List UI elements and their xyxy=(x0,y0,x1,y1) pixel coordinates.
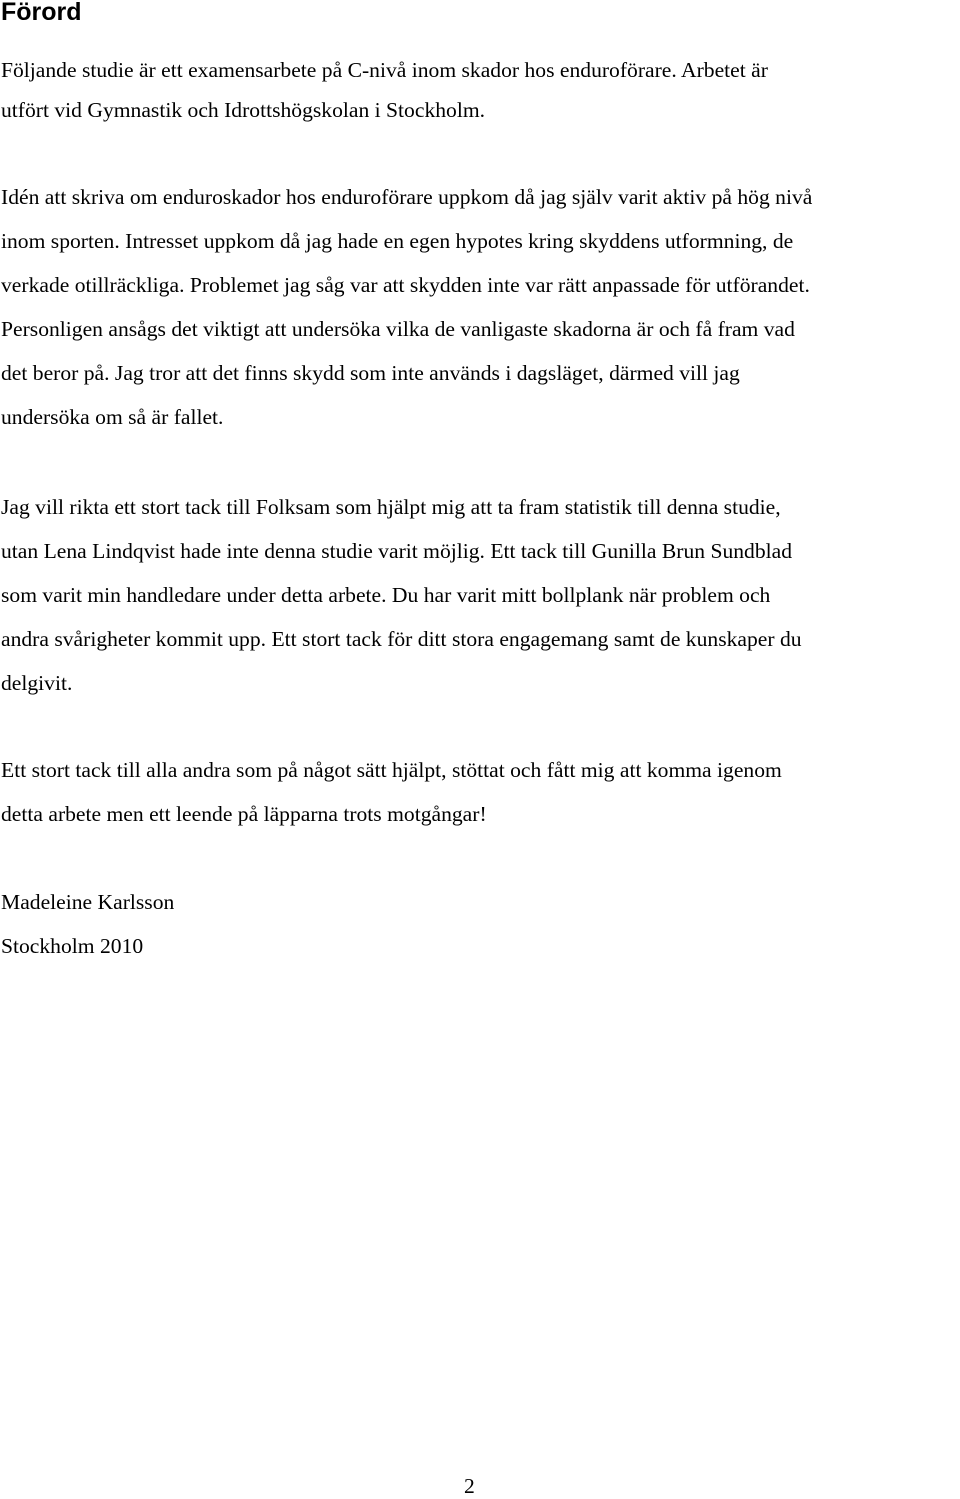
paragraph-line: detta arbete men ett leende på läpparna trots motgångar! xyxy=(1,802,487,826)
paragraph-line: Personligen ansågs det viktigt att undersöka vilka de vanligaste skadorna är och få fram vad xyxy=(1,317,795,341)
paragraph-line: undersöka om så är fallet. xyxy=(1,405,224,429)
paragraph-line: Idén att skriva om enduroskador hos enduroförare uppkom då jag själv varit aktiv på hög nivå xyxy=(1,185,813,209)
paragraph-line: det beror på. Jag tror att det finns skydd som inte används i dagsläget, därmed vill jag xyxy=(1,361,740,385)
paragraph-line: Följande studie är ett examensarbete på C-nivå inom skador hos enduroförare. Arbetet är xyxy=(1,58,768,82)
paragraph-motivation xyxy=(1,175,959,439)
paragraph-line: utfört vid Gymnastik och Idrottshögskolan i Stockholm. xyxy=(1,98,486,122)
page-number: 2 xyxy=(464,1474,475,1498)
paragraph-intro xyxy=(1,50,959,130)
paragraph-thanks-all xyxy=(1,748,959,836)
paragraph-line: Jag vill rikta ett stort tack till Folksam som hjälpt mig att ta fram statistik till denna studie, xyxy=(1,495,781,519)
paragraph-line: delgivit. xyxy=(1,671,73,695)
paragraph-line: Ett stort tack till alla andra som på något sätt hjälpt, stöttat och fått mig att komma igenom xyxy=(1,758,782,782)
paragraph-line: verkade otillräckliga. Problemet jag såg var att skydden inte var rätt anpassade för utförandet. xyxy=(1,273,810,297)
paragraph-line: utan Lena Lindqvist hade inte denna studie varit möjlig. Ett tack till Gunilla Brun Sundblad xyxy=(1,539,793,563)
place-year: Stockholm 2010 xyxy=(1,934,144,958)
paragraph-line: som varit min handledare under detta arbete. Du har varit mitt bollplank när problem och xyxy=(1,583,771,607)
section-heading: Förord xyxy=(1,0,82,26)
author-name: Madeleine Karlsson xyxy=(1,890,175,914)
paragraph-acknowledgements xyxy=(1,485,959,705)
paragraph-line: inom sporten. Intresset uppkom då jag hade en egen hypotes kring skyddens utformning, de xyxy=(1,229,794,253)
signature-block xyxy=(1,880,959,968)
paragraph-line: andra svårigheter kommit upp. Ett stort tack för ditt stora engagemang samt de kunskaper du xyxy=(1,627,802,651)
